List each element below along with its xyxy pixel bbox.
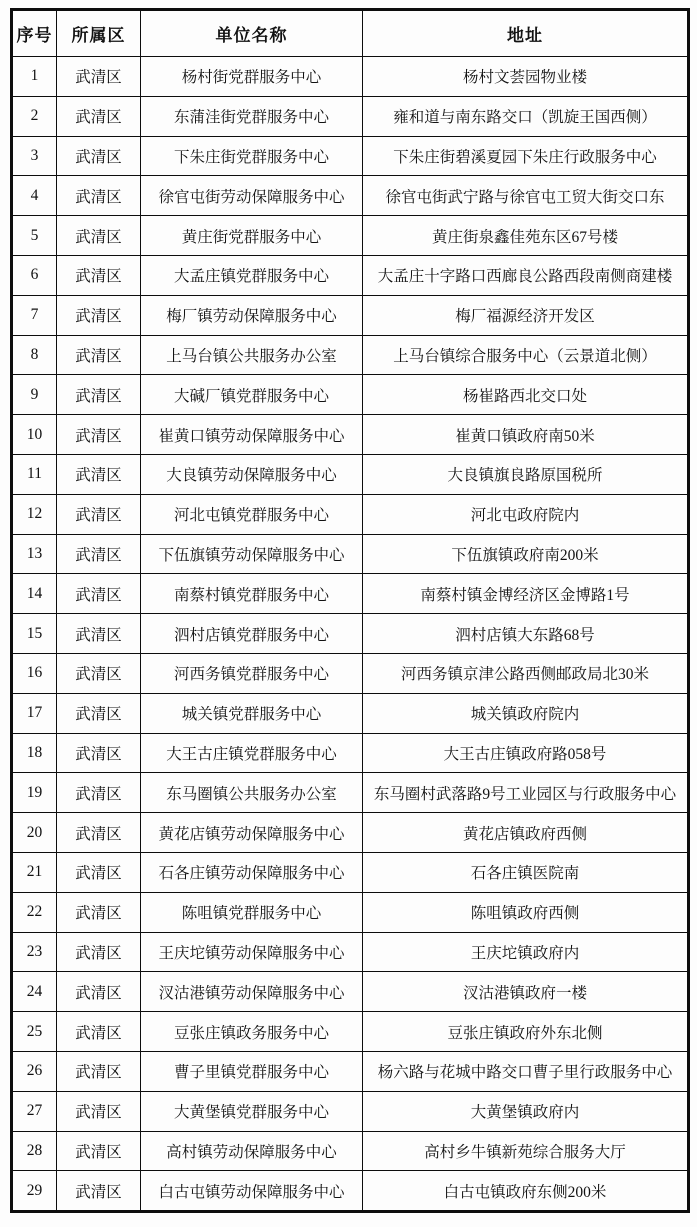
table-row (12, 1131, 689, 1171)
cell-address: 泗村店镇大东路68号 (363, 614, 689, 654)
cell-address: 高村乡牛镇新苑综合服务大厅 (363, 1131, 689, 1171)
cell-address: 黄花店镇政府西侧 (363, 813, 689, 853)
header-row (12, 10, 689, 57)
cell-unit-name: 徐官屯街劳动保障服务中心 (141, 176, 363, 216)
cell-address: 南蔡村镇金博经济区金博路1号 (363, 574, 689, 614)
table-row (12, 375, 689, 415)
cell-index: 3 (12, 136, 57, 176)
table-row (12, 96, 689, 136)
cell-address: 河北屯政府院内 (363, 494, 689, 534)
cell-unit-name: 豆张庄镇政务服务中心 (141, 1012, 363, 1052)
cell-district: 武清区 (57, 295, 141, 335)
cell-unit-name: 杨村街党群服务中心 (141, 57, 363, 97)
cell-index: 14 (12, 574, 57, 614)
cell-index: 29 (12, 1171, 57, 1212)
table-row (12, 932, 689, 972)
cell-address: 豆张庄镇政府外东北侧 (363, 1012, 689, 1052)
cell-address: 下朱庄街碧溪夏园下朱庄行政服务中心 (363, 136, 689, 176)
cell-district: 武清区 (57, 1012, 141, 1052)
cell-unit-name: 东蒲洼街党群服务中心 (141, 96, 363, 136)
cell-district: 武清区 (57, 57, 141, 97)
cell-unit-name: 大王古庄镇党群服务中心 (141, 733, 363, 773)
cell-address: 河西务镇京津公路西侧邮政局北30米 (363, 653, 689, 693)
cell-district: 武清区 (57, 653, 141, 693)
cell-index: 5 (12, 216, 57, 256)
cell-district: 武清区 (57, 852, 141, 892)
table-row (12, 494, 689, 534)
table-body (12, 57, 689, 1212)
cell-address: 崔黄口镇政府南50米 (363, 415, 689, 455)
cell-index: 8 (12, 335, 57, 375)
cell-index: 24 (12, 972, 57, 1012)
cell-district: 武清区 (57, 733, 141, 773)
table-row (12, 892, 689, 932)
cell-unit-name: 上马台镇公共服务办公室 (141, 335, 363, 375)
cell-unit-name: 黄庄街党群服务中心 (141, 216, 363, 256)
header-cell-district: 所属区 (57, 10, 141, 57)
cell-index: 11 (12, 454, 57, 494)
cell-index: 15 (12, 614, 57, 654)
cell-index: 23 (12, 932, 57, 972)
table-row (12, 57, 689, 97)
cell-unit-name: 下伍旗镇劳动保障服务中心 (141, 534, 363, 574)
cell-address: 大黄堡镇政府内 (363, 1091, 689, 1131)
cell-district: 武清区 (57, 614, 141, 654)
cell-index: 7 (12, 295, 57, 335)
table-header (12, 10, 689, 57)
cell-unit-name: 石各庄镇劳动保障服务中心 (141, 852, 363, 892)
cell-district: 武清区 (57, 1091, 141, 1131)
table-row (12, 295, 689, 335)
table-row (12, 136, 689, 176)
cell-address: 汊沽港镇政府一楼 (363, 972, 689, 1012)
cell-unit-name: 汊沽港镇劳动保障服务中心 (141, 972, 363, 1012)
cell-district: 武清区 (57, 335, 141, 375)
table-row (12, 415, 689, 455)
cell-district: 武清区 (57, 813, 141, 853)
table-row (12, 1051, 689, 1091)
cell-district: 武清区 (57, 1131, 141, 1171)
cell-address: 大孟庄十字路口西廊良公路西段南侧商建楼 (363, 255, 689, 295)
cell-address: 黄庄街泉鑫佳苑东区67号楼 (363, 216, 689, 256)
cell-index: 12 (12, 494, 57, 534)
table-row (12, 852, 689, 892)
cell-unit-name: 崔黄口镇劳动保障服务中心 (141, 415, 363, 455)
cell-index: 4 (12, 176, 57, 216)
cell-district: 武清区 (57, 932, 141, 972)
cell-index: 21 (12, 852, 57, 892)
cell-district: 武清区 (57, 972, 141, 1012)
cell-unit-name: 泗村店镇党群服务中心 (141, 614, 363, 654)
cell-index: 22 (12, 892, 57, 932)
cell-unit-name: 王庆坨镇劳动保障服务中心 (141, 932, 363, 972)
header-cell-address: 地址 (363, 10, 689, 57)
table-row (12, 972, 689, 1012)
cell-index: 19 (12, 773, 57, 813)
cell-unit-name: 南蔡村镇党群服务中心 (141, 574, 363, 614)
header-cell-index: 序号 (12, 10, 57, 57)
header-cell-unit: 单位名称 (141, 10, 363, 57)
cell-unit-name: 大孟庄镇党群服务中心 (141, 255, 363, 295)
cell-index: 20 (12, 813, 57, 853)
cell-district: 武清区 (57, 494, 141, 534)
cell-district: 武清区 (57, 1171, 141, 1212)
cell-index: 28 (12, 1131, 57, 1171)
table-row (12, 693, 689, 733)
cell-district: 武清区 (57, 415, 141, 455)
table-row (12, 1012, 689, 1052)
cell-address: 徐官屯街武宁路与徐官屯工贸大街交口东 (363, 176, 689, 216)
cell-district: 武清区 (57, 534, 141, 574)
cell-district: 武清区 (57, 892, 141, 932)
cell-index: 26 (12, 1051, 57, 1091)
cell-unit-name: 陈咀镇党群服务中心 (141, 892, 363, 932)
table-row (12, 1171, 689, 1212)
cell-district: 武清区 (57, 136, 141, 176)
cell-address: 白古屯镇政府东侧200米 (363, 1171, 689, 1212)
cell-index: 6 (12, 255, 57, 295)
cell-unit-name: 东马圈镇公共服务办公室 (141, 773, 363, 813)
cell-unit-name: 曹子里镇党群服务中心 (141, 1051, 363, 1091)
cell-address: 杨村文荟园物业楼 (363, 57, 689, 97)
cell-unit-name: 梅厂镇劳动保障服务中心 (141, 295, 363, 335)
cell-index: 25 (12, 1012, 57, 1052)
cell-address: 梅厂福源经济开发区 (363, 295, 689, 335)
table-row (12, 614, 689, 654)
cell-address: 杨崔路西北交口处 (363, 375, 689, 415)
table-row (12, 454, 689, 494)
cell-district: 武清区 (57, 375, 141, 415)
table-row (12, 733, 689, 773)
table-row (12, 216, 689, 256)
cell-unit-name: 高村镇劳动保障服务中心 (141, 1131, 363, 1171)
cell-district: 武清区 (57, 1051, 141, 1091)
table-row (12, 813, 689, 853)
cell-address: 城关镇政府院内 (363, 693, 689, 733)
cell-address: 下伍旗镇政府南200米 (363, 534, 689, 574)
cell-index: 1 (12, 57, 57, 97)
cell-district: 武清区 (57, 255, 141, 295)
cell-index: 10 (12, 415, 57, 455)
cell-district: 武清区 (57, 574, 141, 614)
table-row (12, 653, 689, 693)
cell-district: 武清区 (57, 693, 141, 733)
cell-address: 王庆坨镇政府内 (363, 932, 689, 972)
cell-unit-name: 大碱厂镇党群服务中心 (141, 375, 363, 415)
cell-district: 武清区 (57, 176, 141, 216)
cell-unit-name: 河西务镇党群服务中心 (141, 653, 363, 693)
cell-unit-name: 白古屯镇劳动保障服务中心 (141, 1171, 363, 1212)
cell-unit-name: 黄花店镇劳动保障服务中心 (141, 813, 363, 853)
cell-index: 2 (12, 96, 57, 136)
cell-index: 18 (12, 733, 57, 773)
cell-address: 上马台镇综合服务中心（云景道北侧） (363, 335, 689, 375)
cell-index: 13 (12, 534, 57, 574)
table-row (12, 255, 689, 295)
table-row (12, 534, 689, 574)
table-row (12, 335, 689, 375)
cell-address: 陈咀镇政府西侧 (363, 892, 689, 932)
table-row (12, 1091, 689, 1131)
cell-index: 17 (12, 693, 57, 733)
service-centers-table (10, 8, 690, 1213)
cell-address: 大王古庄镇政府路058号 (363, 733, 689, 773)
cell-index: 16 (12, 653, 57, 693)
cell-address: 杨六路与花城中路交口曹子里行政服务中心 (363, 1051, 689, 1091)
cell-district: 武清区 (57, 454, 141, 494)
cell-district: 武清区 (57, 216, 141, 256)
cell-address: 大良镇旗良路原国税所 (363, 454, 689, 494)
cell-district: 武清区 (57, 773, 141, 813)
cell-unit-name: 城关镇党群服务中心 (141, 693, 363, 733)
cell-unit-name: 大良镇劳动保障服务中心 (141, 454, 363, 494)
cell-address: 石各庄镇医院南 (363, 852, 689, 892)
table-row (12, 176, 689, 216)
cell-address: 东马圈村武落路9号工业园区与行政服务中心 (363, 773, 689, 813)
cell-index: 9 (12, 375, 57, 415)
cell-unit-name: 下朱庄街党群服务中心 (141, 136, 363, 176)
cell-unit-name: 大黄堡镇党群服务中心 (141, 1091, 363, 1131)
cell-district: 武清区 (57, 96, 141, 136)
table-row (12, 773, 689, 813)
cell-index: 27 (12, 1091, 57, 1131)
cell-unit-name: 河北屯镇党群服务中心 (141, 494, 363, 534)
table-row (12, 574, 689, 614)
cell-address: 雍和道与南东路交口（凯旋王国西侧） (363, 96, 689, 136)
